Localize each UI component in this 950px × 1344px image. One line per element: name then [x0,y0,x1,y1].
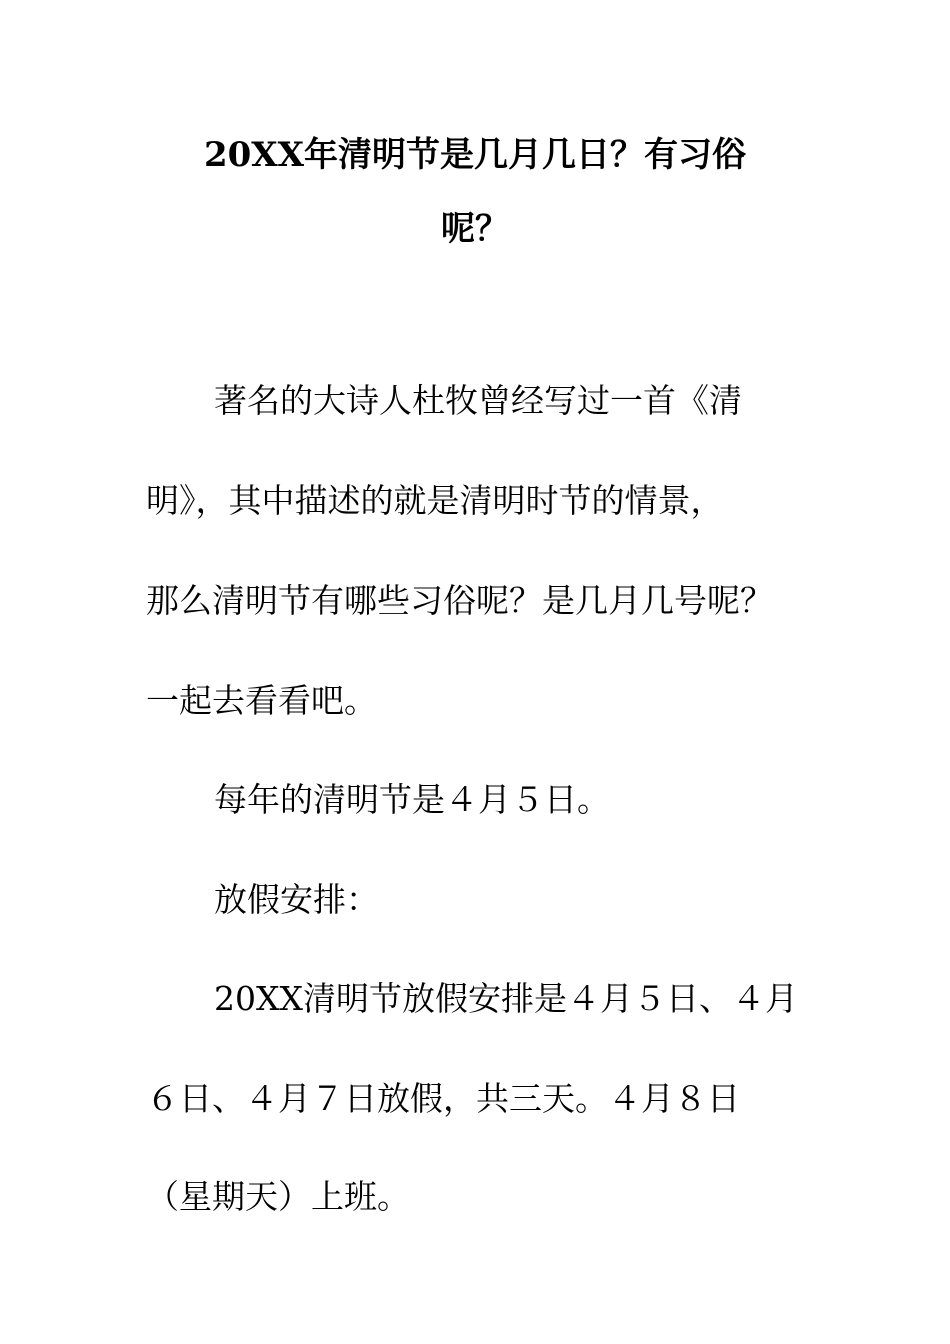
paragraph-1-line-2: 明》，其中描述的就是清明时节的情景， [146,481,724,520]
document-title-line-1: 20XX年清明节是几月几日？有习俗 [203,135,747,175]
paragraph-2: 每年的清明节是４月５日。 [214,780,610,819]
paragraph-1-line-1: 著名的大诗人杜牧曾经写过一首《清 [214,381,742,420]
document-title-line-2: 呢？ [441,209,509,249]
paragraph-3: 放假安排： [214,880,379,919]
paragraph-1-line-3: 那么清明节有哪些习俗呢？是几月几号呢？ [146,581,773,620]
paragraph-1-line-4: 一起去看看吧。 [146,681,377,720]
paragraph-4-line-2: ６日、４月７日放假，共三天。４月８日 [146,1079,740,1118]
paragraph-4-line-1: 20XX清明节放假安排是４月５日、４月 [214,979,798,1018]
paragraph-4-line-3: （星期天）上班。 [146,1177,410,1216]
